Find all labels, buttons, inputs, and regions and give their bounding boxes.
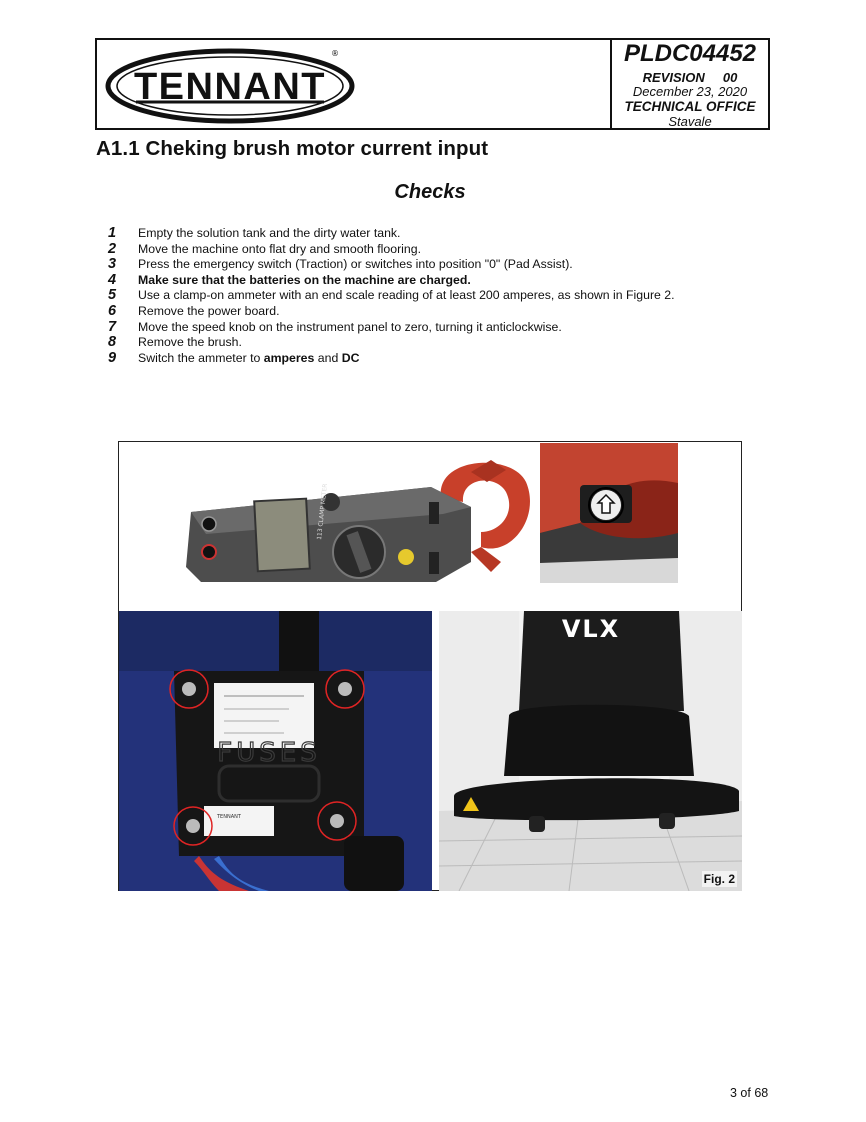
step-text: Press the emergency switch (Traction) or switches into position "0" (Pad Assist). xyxy=(138,257,573,272)
step-number: 1 xyxy=(108,225,117,241)
revision-label: REVISION xyxy=(642,70,705,85)
step-text: Remove the power board. xyxy=(138,303,280,318)
vlx-label: VLX xyxy=(561,615,621,643)
document-header xyxy=(95,38,770,130)
registered-mark: ® xyxy=(331,49,339,58)
step-number: 5 xyxy=(108,287,117,304)
steps-list xyxy=(108,226,808,366)
step-item xyxy=(108,335,808,351)
subtitle xyxy=(0,181,866,204)
step-number: 6 xyxy=(108,302,117,319)
step-item xyxy=(108,288,808,304)
revision xyxy=(615,70,765,85)
clamp-meter-image xyxy=(181,452,541,602)
step-number: 3 xyxy=(108,256,117,273)
step-number: 4 xyxy=(108,271,117,288)
step-item xyxy=(108,242,808,258)
figure-2 xyxy=(118,441,742,891)
step-item xyxy=(108,351,808,367)
revision-number: 00 xyxy=(722,70,738,85)
fuse-board-image xyxy=(119,611,432,891)
step-item xyxy=(108,304,808,320)
step-text: Remove the brush. xyxy=(138,335,242,350)
step-text: and xyxy=(314,350,342,365)
document-date: December 23, 2020 xyxy=(632,84,748,99)
step-item xyxy=(108,320,808,336)
step-number: 7 xyxy=(108,318,117,335)
document-info xyxy=(615,40,765,128)
step-item xyxy=(108,226,808,242)
step-text: Move the speed knob on the instrument panel to zero, turning it anticlockwise. xyxy=(138,319,562,334)
page-number: 3 of 68 xyxy=(730,1086,769,1100)
subtitle-text: Checks xyxy=(394,181,466,203)
step-number: 9 xyxy=(108,349,117,366)
step-text: Move the machine onto flat dry and smooth flooring. xyxy=(138,241,421,256)
fuses-label: FUSES xyxy=(217,738,321,768)
step-text: Use a clamp-on ammeter with an end scale reading of at least 200 amperes, as shown in Figure 2. xyxy=(138,288,675,303)
clamp-closeup-image xyxy=(540,443,678,583)
site-name: Stavale xyxy=(668,114,712,129)
step-text-bold: amperes xyxy=(263,350,315,365)
section-title: A1.1 Cheking brush motor current input xyxy=(96,137,489,160)
office-name: TECHNICAL OFFICE xyxy=(624,99,756,114)
step-number: 8 xyxy=(108,334,117,351)
step-text: Switch the ammeter to xyxy=(138,350,264,365)
meter-label: 113 CLAMP METER xyxy=(316,483,329,541)
tennant-sticker: TENNANT xyxy=(217,814,241,820)
step-item xyxy=(108,273,808,289)
document-code: PLDC04452 xyxy=(623,40,757,67)
vlx-machine-image xyxy=(439,611,742,891)
step-text-bold: DC xyxy=(341,350,360,365)
header-divider xyxy=(610,40,612,128)
step-text: Empty the solution tank and the dirty water tank. xyxy=(138,226,401,240)
step-item xyxy=(108,257,808,273)
figure-label: Fig. 2 xyxy=(703,872,735,886)
logo-text: TENNANT xyxy=(133,66,327,108)
step-text: Make sure that the batteries on the machine are charged. xyxy=(138,272,471,287)
tennant-logo xyxy=(103,44,357,124)
step-number: 2 xyxy=(108,240,117,257)
